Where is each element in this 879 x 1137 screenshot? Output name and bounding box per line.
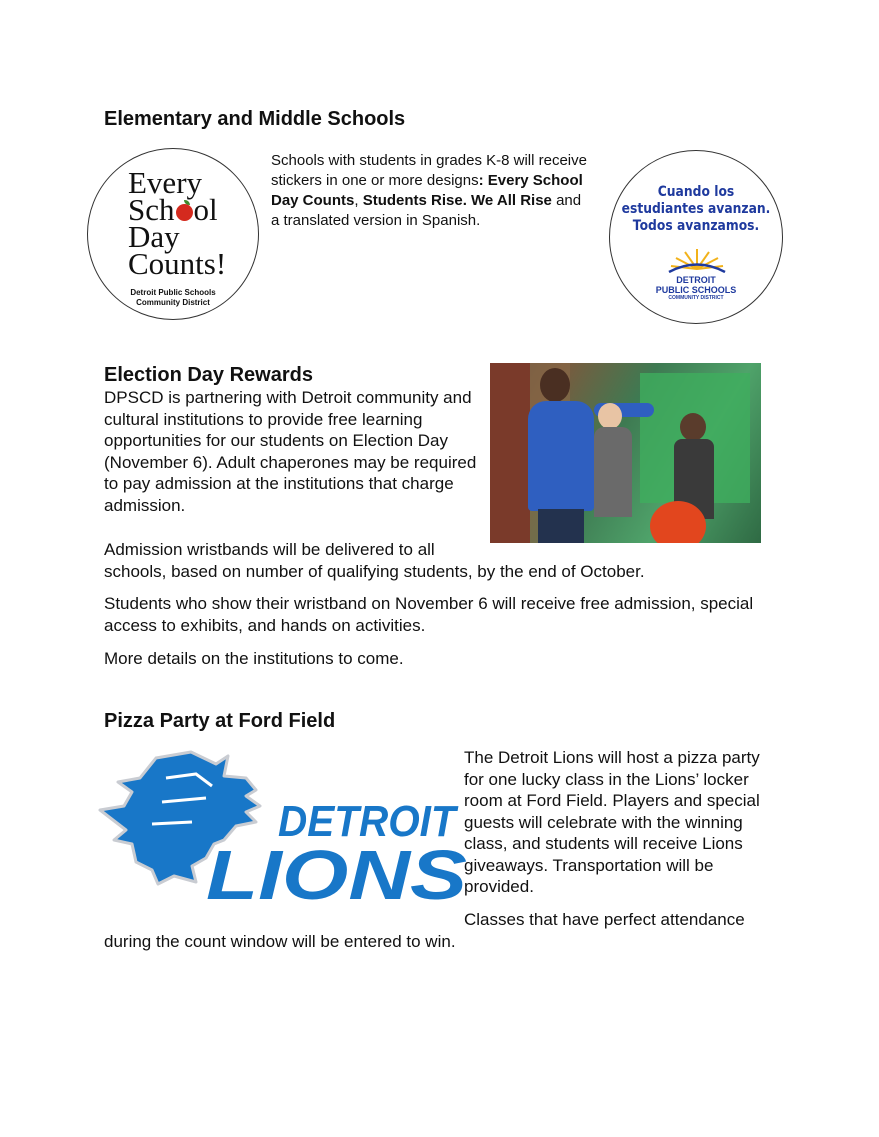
stickers-description: Schools with students in grades K-8 will receive stickers in one or more designs: Every School Day Counts, Students Rise. We All Rise and a translated version in Spanish. [271,152,587,229]
dps-logo-line2: PUBLIC SCHOOLS [655,285,737,295]
heading-pizza-party: Pizza Party at Ford Field [104,710,336,732]
sticker-org-line2: Community District [136,298,210,307]
apple-icon [176,204,193,221]
design-students-rise: Students Rise. We All Rise [362,192,552,209]
election-paragraph-2: Admission wristbands will be delivered to all schools, based on number of qualifying students, by the end of October. [104,540,645,581]
logo-word-detroit: DETROIT [278,797,456,846]
sticker-spanish [609,150,783,324]
detroit-lions-logo [96,748,467,914]
sticker-line-every: Every [128,165,203,200]
sticker-org-line1: Detroit Public Schools [130,288,216,297]
heading-election-day: Election Day Rewards [104,364,313,386]
spanish-line2: estudiantes avanzan. [621,201,771,217]
dps-logo-line3: COMMUNITY DISTRICT [668,295,724,301]
spanish-line3: Todos avanzamos. [632,218,760,234]
pizza-paragraph-2: Classes that have perfect attendance during the count window will be entered to win. [104,910,745,951]
heading-elementary-middle: Elementary and Middle Schools [104,108,406,130]
election-paragraph-4: More details on the institutions to come. [104,649,404,668]
election-paragraph-1: DPSCD is partnering with Detroit community and cultural institutions to provide free learning opportunities for our students on Election Day (November 6). Adult chaperones may be required to pay admission at the institutions that charge admission. [104,388,477,515]
dps-logo-line1: DETROIT [676,275,716,285]
sticker-line-day: Day [128,219,180,254]
museum-photo [490,363,761,543]
pizza-paragraph-1: The Detroit Lions will host a pizza party for one lucky class in the Lions’ locker room at Ford Field. Players and special guests will celebrate with the winning class, and students will receive Lions giveaways. Transportation will be provided. [464,748,760,896]
design-every-school-day: Every School Day Counts [271,172,583,209]
election-paragraph-3: Students who show their wristband on November 6 will receive free admission, special access to exhibits, and hands on activities. [104,594,754,635]
spanish-line1: Cuando los [657,184,735,200]
sticker-line-counts: Counts! [128,246,227,281]
logo-word-lions: LIONS [206,836,467,914]
sticker-every-school-day-counts [87,148,259,320]
sticker-line-school: Sch ol [128,192,218,227]
sunrise-logo-icon [667,247,727,273]
